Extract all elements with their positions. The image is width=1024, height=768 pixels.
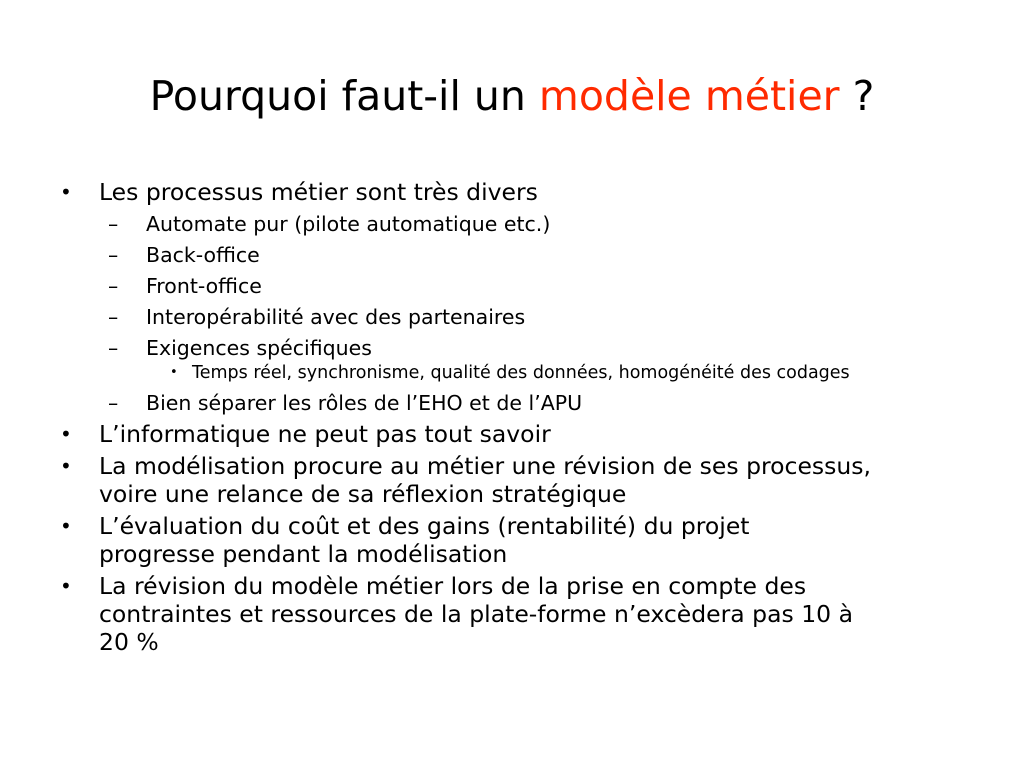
bullet-item-5 — [58, 572, 978, 656]
bullet-icon: • — [60, 454, 72, 478]
title-prefix: Pourquoi faut-il un — [149, 72, 539, 120]
bullet-icon: • — [60, 180, 72, 204]
sub-sub-item-text: Temps réel, synchronisme, qualité des données, homogénéité des codages — [192, 363, 850, 383]
sub-item-4 — [58, 303, 978, 331]
sub-item-5 — [58, 334, 978, 362]
bullet-item-3 — [58, 452, 978, 508]
bullet-list — [58, 178, 978, 660]
dash-icon: – — [108, 243, 119, 267]
bullet-text: La révision du modèle métier lors de la prise en compte des contraintes et ressources de la plate-forme n’excèdera pas 10 à 20 % — [99, 572, 853, 656]
bullet-text: L’évaluation du coût et des gains (rentabilité) du projet progresse pendant la modélisation — [99, 512, 750, 568]
title-suffix: ? — [839, 72, 875, 120]
sub-item-text: Exigences spécifiques — [146, 336, 372, 360]
sub-sub-item-1 — [58, 362, 978, 384]
dash-icon: – — [108, 305, 119, 329]
bullet-text: La modélisation procure au métier une révision de ses processus, voire une relance de sa réflexion stratégique — [99, 452, 872, 508]
bullet-item-4 — [58, 512, 978, 568]
sub-item-text: Bien séparer les rôles de l’EHO et de l’APU — [146, 391, 583, 415]
dash-icon: – — [108, 391, 119, 415]
title-accent: modèle métier — [538, 72, 840, 120]
bullet-item-1 — [58, 178, 978, 206]
bullet-icon: • — [60, 574, 72, 598]
small-bullet-icon: • — [170, 365, 178, 380]
sub-item-3 — [58, 272, 978, 300]
sub-item-2 — [58, 241, 978, 269]
dash-icon: – — [108, 274, 119, 298]
slide-title — [0, 66, 1024, 126]
bullet-icon: • — [60, 422, 72, 446]
sub-item-text: Automate pur (pilote automatique etc.) — [146, 212, 551, 236]
sub-item-text: Back-office — [146, 243, 260, 267]
dash-icon: – — [108, 212, 119, 236]
dash-icon: – — [108, 336, 119, 360]
sub-item-1 — [58, 210, 978, 238]
sub-item-text: Front-office — [146, 274, 262, 298]
sub-item-6 — [58, 389, 978, 417]
bullet-text: L’informatique ne peut pas tout savoir — [99, 420, 551, 448]
bullet-item-2 — [58, 420, 978, 448]
bullet-text: Les processus métier sont très divers — [99, 178, 538, 206]
bullet-icon: • — [60, 514, 72, 538]
sub-item-text: Interopérabilité avec des partenaires — [146, 305, 526, 329]
